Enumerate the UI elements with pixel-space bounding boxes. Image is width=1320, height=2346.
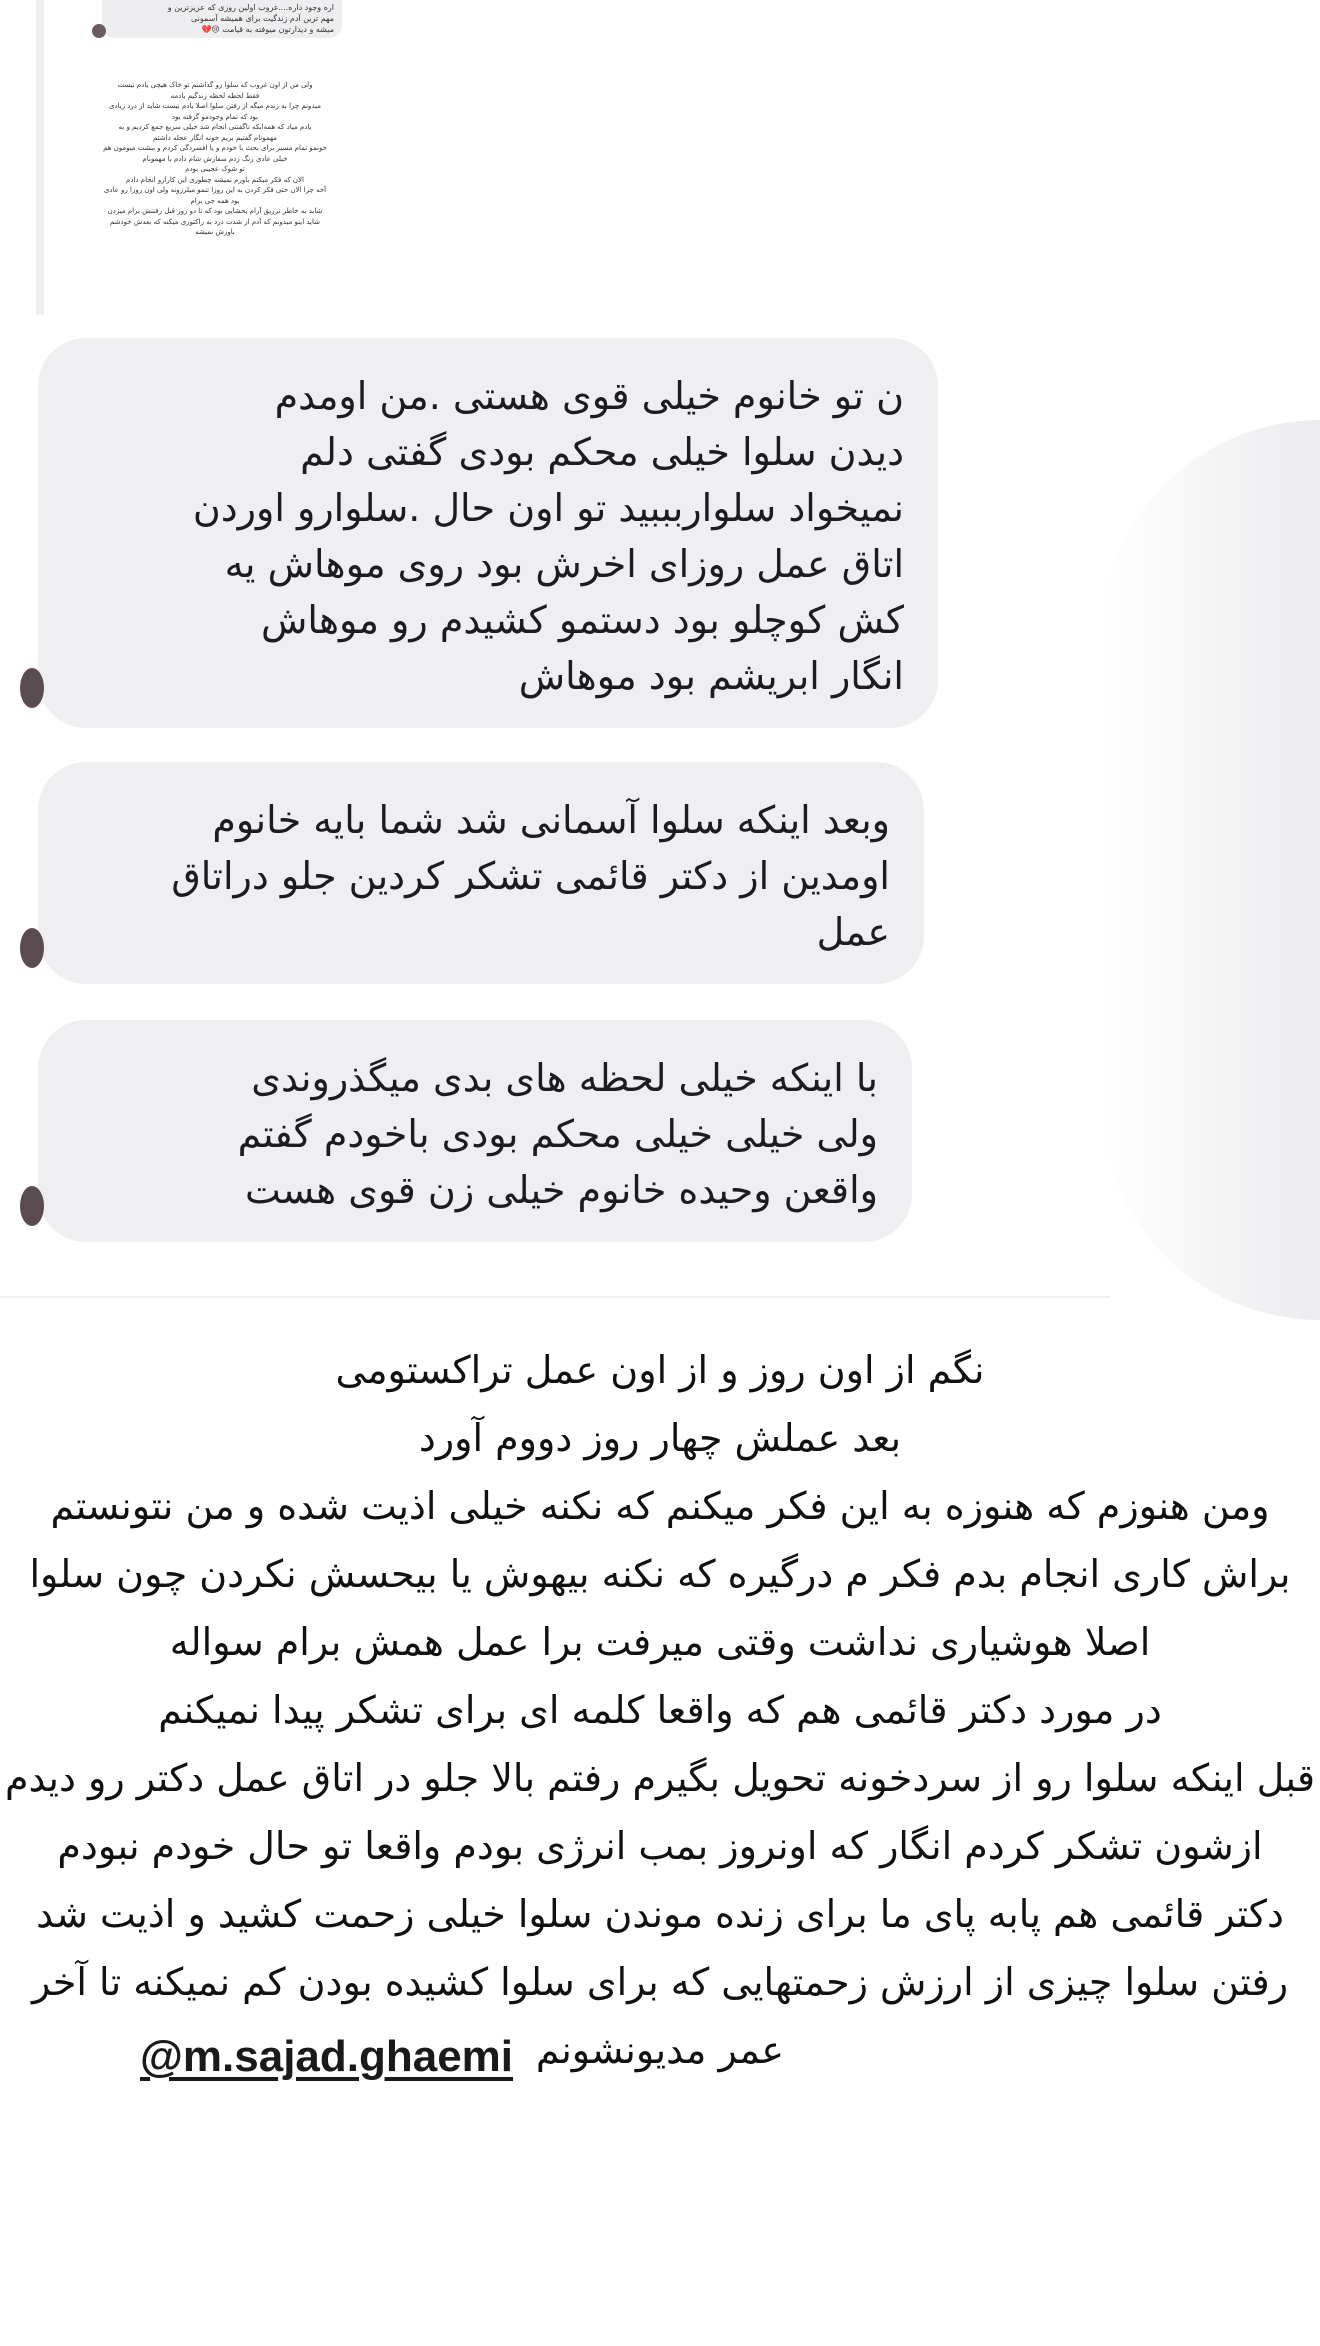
message-bubble[interactable] xyxy=(38,762,924,984)
embedded-text-line: الان که فکر میکنم باورم نمیشه چطوری این کارارو انجام دادم xyxy=(126,175,304,184)
embedded-text-line: شاید به خاطر تزریق آرام بخشایی بود که تا دو روز قبل رفتنش برام میزدن xyxy=(107,207,323,215)
message-line: واقعن وحیده خانوم خیلی زن قوی هست xyxy=(244,1168,878,1212)
embedded-bubble-line: اره وجود داره....غروب اولین روزی که عزیزترین و xyxy=(167,3,334,12)
message-bubble[interactable] xyxy=(38,338,938,728)
caption-line: در مورد دکتر قائمی هم که واقعا کلمه ای برای تشکر پیدا نمیکنم xyxy=(158,1688,1162,1732)
message-line: عمل xyxy=(816,910,890,954)
message-line: وبعد اینکه سلوا آسمانی شد شما بایه خانوم xyxy=(212,798,890,842)
embedded-text-line: تو شوک عجیبی بودم xyxy=(185,165,245,173)
message-line: کش کوچلو بود دستمو کشیدم رو موهاش xyxy=(260,598,904,642)
embedded-story-text xyxy=(100,80,330,238)
caption-line: ومن هنوزم که هنوزه به این فکر میکنم که نکنه خیلی اذیت شده و من نتونستم xyxy=(50,1484,1270,1528)
embedded-bubble-line: مهم ترین آدم زندگیت برای همیشه آسمونی xyxy=(190,14,334,23)
message-line: ن تو خانوم خیلی قوی هستی .من اومدم xyxy=(274,374,904,418)
caption-line: قبل اینکه سلوا رو از سردخونه تحویل بگیرم رفتم بالا جلو در اتاق عمل دکتر رو دیدم xyxy=(4,1756,1316,1800)
embedded-text-line: خونمو تمام مسیر برای بحث با خودم و یا افسردگی کردم و ببشت میومون هم xyxy=(103,144,327,152)
embedded-message-bubble xyxy=(102,0,342,38)
caption-line: براش کاری انجام بدم فکر م درگیره که نکنه بیهوش یا بیحسش نکردن چون سلوا xyxy=(29,1552,1291,1596)
message-line: نمیخواد سلواربببید تو اون حال .سلوارو اوردن xyxy=(192,486,904,530)
embedded-text-line: شاید اینو میدونم که آدم از شدت درد به راکتوری میکنه که بعدش خودشم xyxy=(110,217,320,226)
embedded-text-line: باورش نمیشه xyxy=(195,228,235,236)
message-line: انگار ابریشم بود موهاش xyxy=(518,654,904,698)
embedded-text-line: میدونم چرا به زندم میگه از رفتن سلوا اصلا یادم نیست شاید از درد زیادی xyxy=(109,102,321,110)
background-shade xyxy=(1100,420,1320,1320)
avatar xyxy=(20,928,44,968)
embedded-text-line: آخه چرا الان حتی فکر کردن به این روزا تنمو میلرزونه ولی اون روزا رو عادی xyxy=(103,186,327,194)
message-line: اومدین از دکتر قائمی تشکر کردین جلو دراتاق xyxy=(171,854,890,898)
avatar xyxy=(20,668,44,708)
embedded-text-line: بود که تمام وجودمو گرفته بود xyxy=(171,112,259,121)
divider xyxy=(0,1296,1110,1298)
caption-line: رفتن سلوا چیزی از ارزش زحمتهایی که برای سلوا کشیده بودن کم نمیکنه تا آخر xyxy=(31,1960,1289,2004)
message-line: با اینکه خیلی لحظه های بدی میگذروندی xyxy=(251,1056,878,1100)
story-caption xyxy=(0,1336,1320,2084)
embedded-text-line: خیلی عادی زنگ زدم سفارش شام دادم با مهمونام xyxy=(142,154,288,163)
caption-line: دکتر قائمی هم پابه پای ما برای زنده موندن سلوا خیلی زحمت کشید و اذیت شد xyxy=(36,1892,1284,1936)
caption-line: نگم از اون روز و از اون عمل تراکستومی xyxy=(335,1348,985,1392)
embedded-text-line: بود همه جی برام xyxy=(190,196,240,205)
embedded-screenshot xyxy=(36,0,344,315)
caption-line: بعد عملش چهار روز دووم آورد xyxy=(418,1416,902,1460)
message-bubble[interactable] xyxy=(38,1020,912,1242)
embedded-text-line: ولی من از اون غروب که سلوا رو گذاشتم تو خاک هیچی یادم نیست xyxy=(117,81,313,89)
caption-line: عمر مدیونشونم xyxy=(535,2028,785,2072)
embedded-bubble-line: میشه و دیدارتون میوفته به قیامت 😢💔 xyxy=(201,25,334,34)
embedded-text-line: مهمونام گفتیم بریم خونه انگار عجله داشتم xyxy=(153,133,277,142)
message-line: دیدن سلوا خیلی محکم بودی گفتی دلم xyxy=(300,430,904,474)
embedded-text-line: فقط لحظه لحظه زندگیم یادمه xyxy=(170,91,260,100)
message-line: ولی خیلی خیلی محکم بودی باخودم گفتم xyxy=(237,1112,878,1156)
mention-link[interactable]: @m.sajad.ghaemi xyxy=(140,2032,514,2081)
avatar xyxy=(20,1186,44,1226)
caption-line: اصلا هوشیاری نداشت وقتی میرفت برا عمل همش برام سواله xyxy=(169,1620,1151,1664)
caption-line: ازشون تشکر کردم انگار که اونروز بمب انرژی بودم واقعا تو حال خودم نبودم xyxy=(57,1824,1263,1868)
message-line: اتاق عمل روزای اخرش بود روی موهاش یه xyxy=(224,542,904,586)
avatar xyxy=(92,24,106,38)
embedded-text-line: یادم میاد که همه‌ایکه ناگفتنی انجام شد خیلی سریع جمع کردیم و به xyxy=(118,123,312,131)
